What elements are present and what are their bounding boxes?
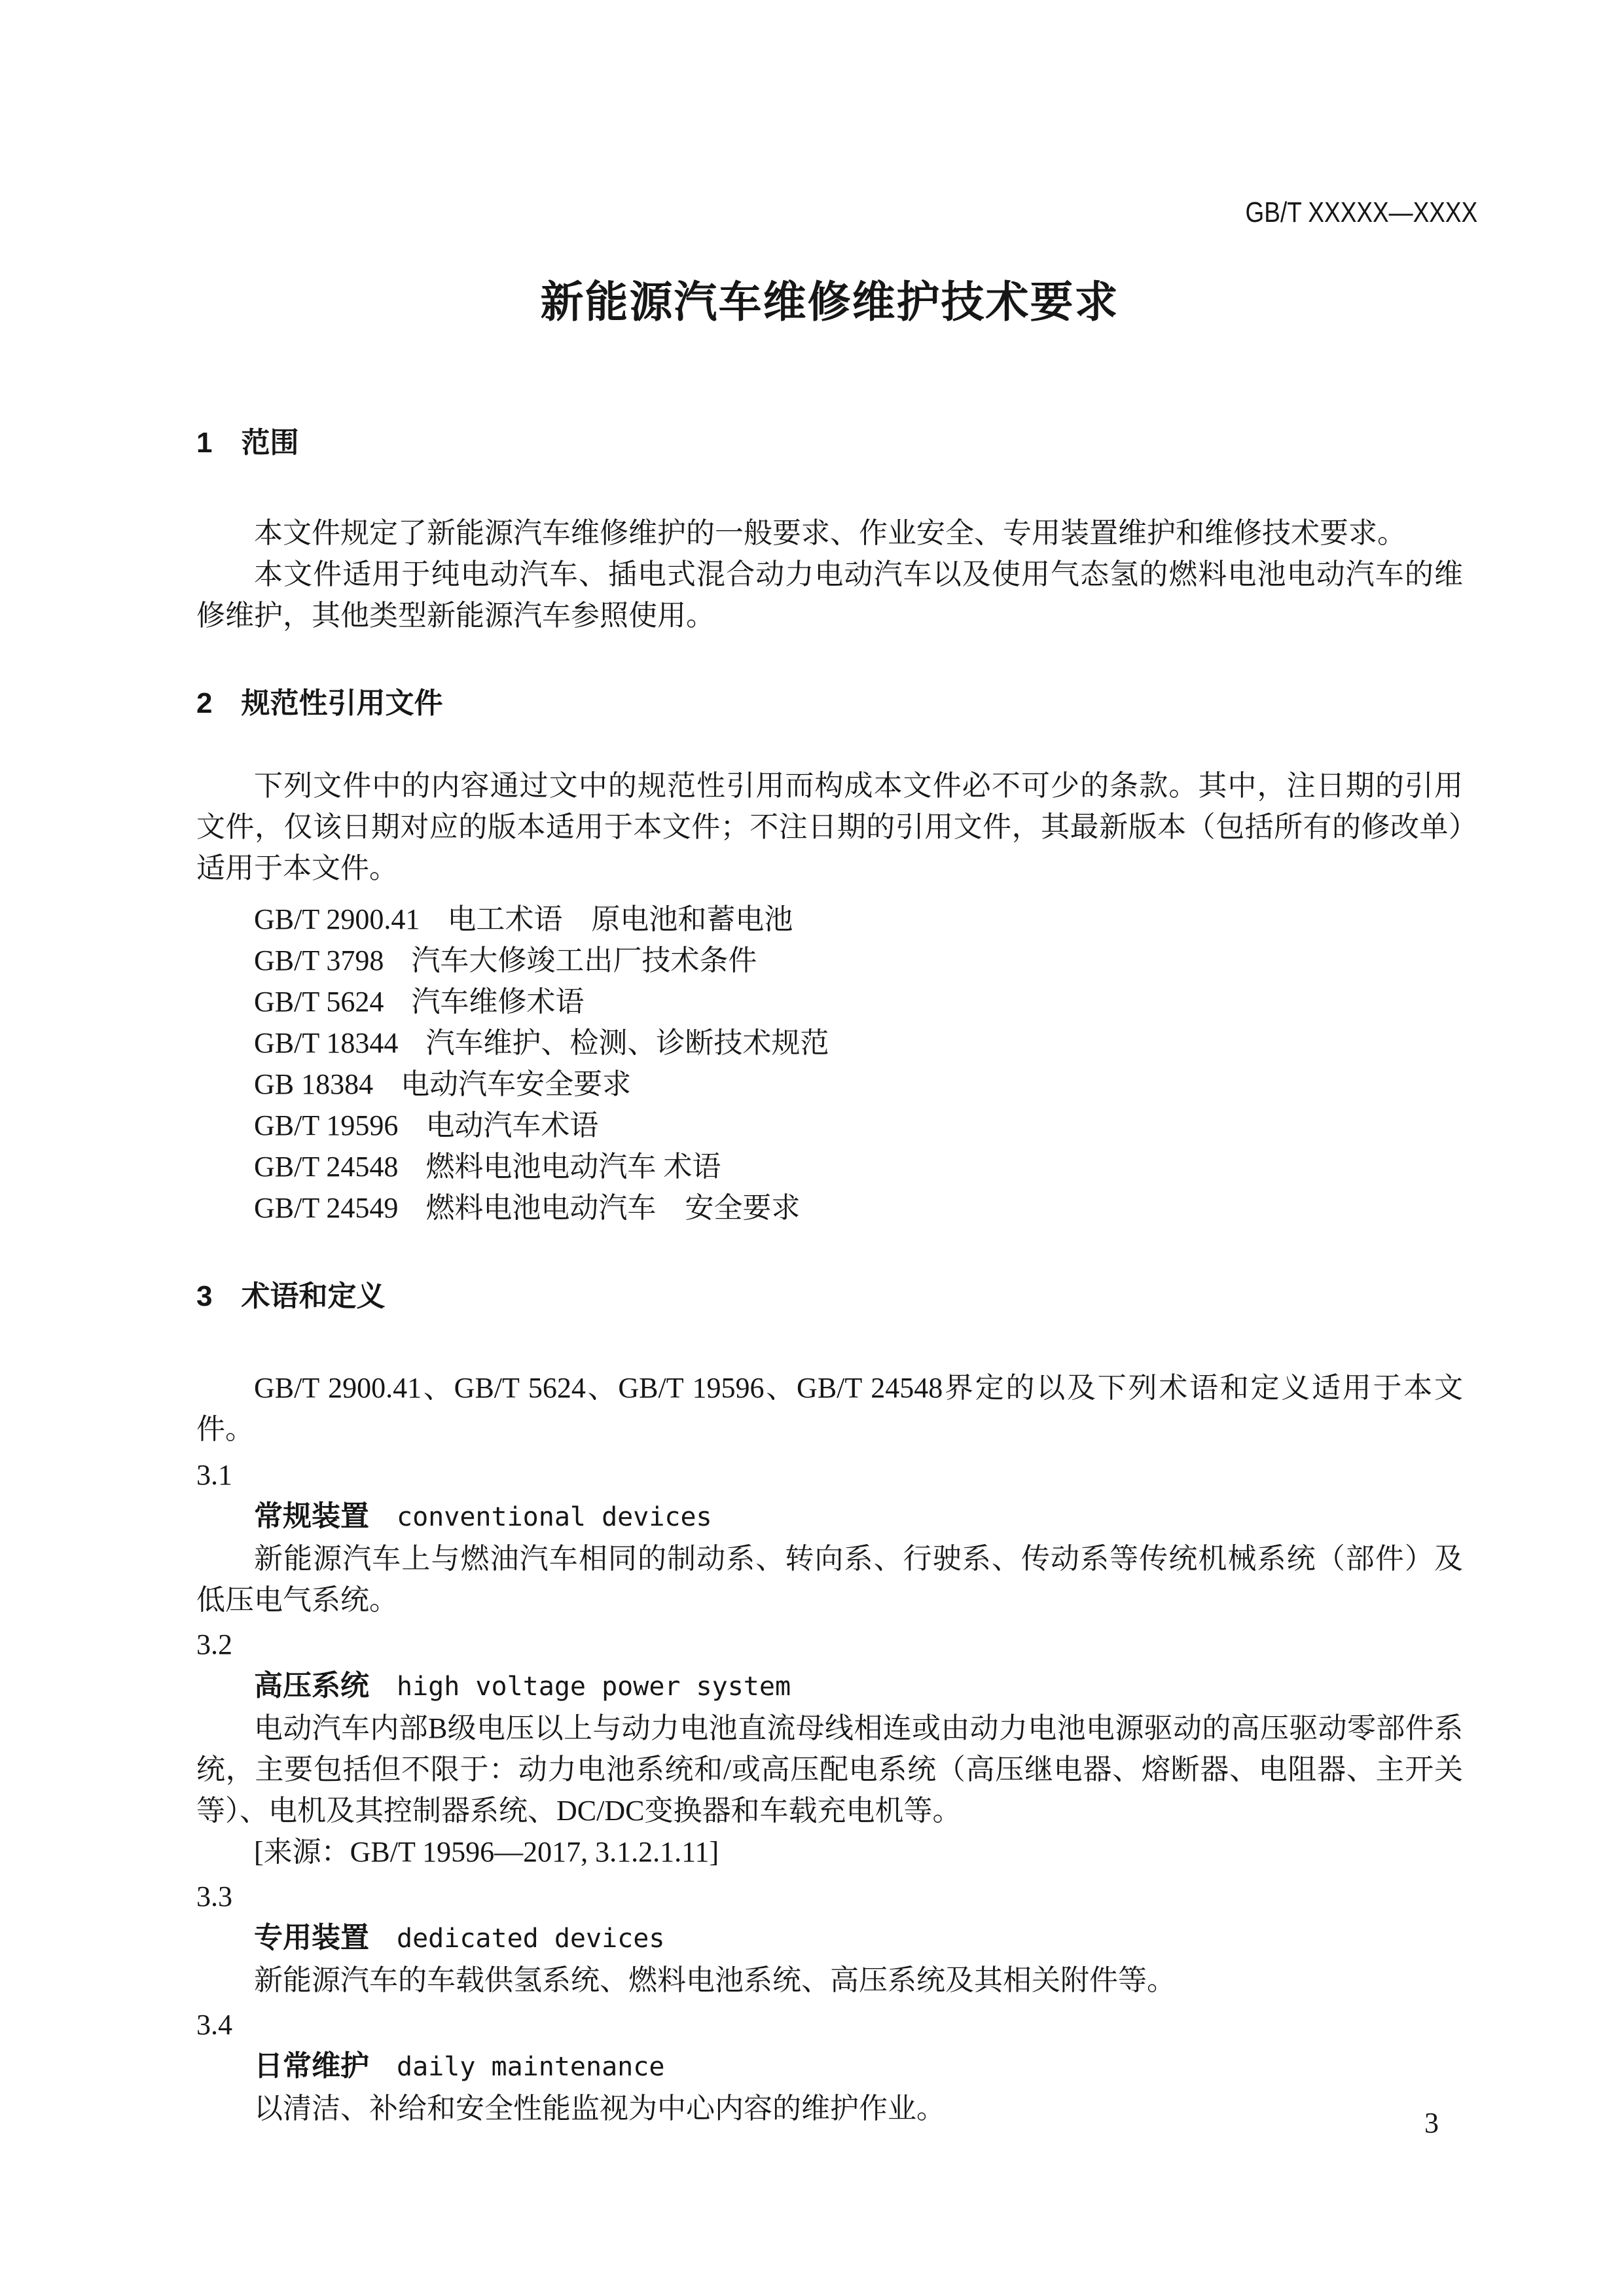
reference-title: 电动汽车术语 <box>425 1109 599 1141</box>
paragraph: GB/T 2900.41、GB/T 5624、GB/T 19596、GB/T 24548界定的以及下列术语和定义适用于本文件。 <box>196 1372 1463 1445</box>
reference-code: GB/T 2900.41 <box>254 903 420 935</box>
term-en: daily maintenance <box>397 2052 665 2082</box>
reference-code: GB/T 3798 <box>254 944 384 977</box>
term-zh: 高压系统 <box>254 1670 369 1702</box>
term-line <box>196 1665 1463 1708</box>
terms-list <box>196 1454 1463 2129</box>
term-item <box>196 1876 1463 2001</box>
reference-title: 电动汽车安全要求 <box>401 1068 632 1100</box>
reference-item <box>196 1187 1463 1229</box>
reference-code: GB/T 5624 <box>254 986 384 1018</box>
reference-item <box>196 899 1463 940</box>
references-list <box>196 899 1463 1229</box>
reference-code: GB/T 24549 <box>254 1192 399 1224</box>
page-number: 3 <box>1424 2107 1439 2139</box>
term-definition: 以清洁、补给和安全性能监视为中心内容的维护作业。 <box>254 2092 945 2125</box>
section-heading-terms <box>196 1276 1463 1317</box>
reference-title: 电工术语 原电池和蓄电池 <box>447 903 793 935</box>
section-number: 3 <box>196 1280 213 1312</box>
reference-title: 汽车维护、检测、诊断技术规范 <box>425 1027 829 1059</box>
reference-code: GB/T 24548 <box>254 1151 399 1183</box>
term-line <box>196 1917 1463 1960</box>
reference-item <box>196 981 1463 1022</box>
term-id: 3.2 <box>196 1628 232 1660</box>
section-number: 2 <box>196 687 213 719</box>
document-title: 新能源汽车维修维护技术要求 <box>540 278 1119 326</box>
term-en: high voltage power system <box>397 1672 791 1702</box>
term-definition: 电动汽车内部B级电压以上与动力电池直流母线相连或由动力电池电源驱动的高压驱动零部件系统，主要包括但不限于：动力电池系统和/或高压配电系统（高压继电器、熔断器、电阻器、主开关等）、电机及其控制器系统、DC/DC变换器和车载充电机等。 <box>196 1712 1463 1827</box>
section-title: 规范性引用文件 <box>241 687 443 719</box>
section-heading-normative-references <box>196 683 1463 724</box>
term-line <box>196 1496 1463 1538</box>
reference-item <box>196 1022 1463 1064</box>
term-en: dedicated devices <box>397 1924 665 1954</box>
reference-item <box>196 1146 1463 1187</box>
term-item <box>196 1454 1463 1621</box>
section-title: 范围 <box>241 427 299 459</box>
reference-code: GB/T 18344 <box>254 1027 399 1059</box>
term-item <box>196 1624 1463 1873</box>
standard-code: GB/T XXXXX—XXXX <box>1245 196 1477 228</box>
reference-item <box>196 1064 1463 1105</box>
term-id: 3.1 <box>196 1459 232 1491</box>
document-body <box>196 0 1463 2129</box>
paragraph: 本文件规定了新能源汽车维修维护的一般要求、作业安全、专用装置维护和维修技术要求。 <box>254 517 1406 549</box>
term-en: conventional devices <box>397 1502 712 1532</box>
reference-item <box>196 1105 1463 1146</box>
term-line <box>196 2045 1463 2088</box>
paragraph: 下列文件中的内容通过文中的规范性引用而构成本文件必不可少的条款。其中，注日期的引用文件，仅该日期对应的版本适用于本文件；不注日期的引用文件，其最新版本（包括所有的修改单）适用于本文件。 <box>196 770 1463 884</box>
term-zh: 常规装置 <box>254 1500 369 1532</box>
term-definition: 新能源汽车上与燃油汽车相同的制动系、转向系、行驶系、传动系等传统机械系统（部件）及低压电气系统。 <box>196 1543 1463 1616</box>
term-definition: 新能源汽车的车载供氢系统、燃料电池系统、高压系统及其相关附件等。 <box>254 1964 1176 1996</box>
section-number: 1 <box>196 427 213 459</box>
reference-title: 燃料电池电动汽车 安全要求 <box>425 1192 801 1224</box>
term-id: 3.4 <box>196 2009 232 2041</box>
reference-item <box>196 940 1463 981</box>
reference-code: GB/T 19596 <box>254 1109 399 1141</box>
term-source: [来源：GB/T 19596—2017, 3.1.2.1.11] <box>254 1836 719 1868</box>
term-zh: 日常维护 <box>254 2050 369 2082</box>
reference-code: GB 18384 <box>254 1068 374 1100</box>
section-heading-scope <box>196 422 1463 463</box>
term-id: 3.3 <box>196 1880 232 1912</box>
term-zh: 专用装置 <box>254 1922 369 1954</box>
paragraph: 本文件适用于纯电动汽车、插电式混合动力电动汽车以及使用气态氢的燃料电池电动汽车的维修维护，其他类型新能源汽车参照使用。 <box>196 558 1463 632</box>
reference-title: 燃料电池电动汽车 术语 <box>425 1151 721 1183</box>
reference-title: 汽车大修竣工出厂技术条件 <box>411 944 757 977</box>
reference-title: 汽车维修术语 <box>411 986 585 1018</box>
term-item <box>196 2004 1463 2129</box>
section-title: 术语和定义 <box>241 1280 386 1312</box>
